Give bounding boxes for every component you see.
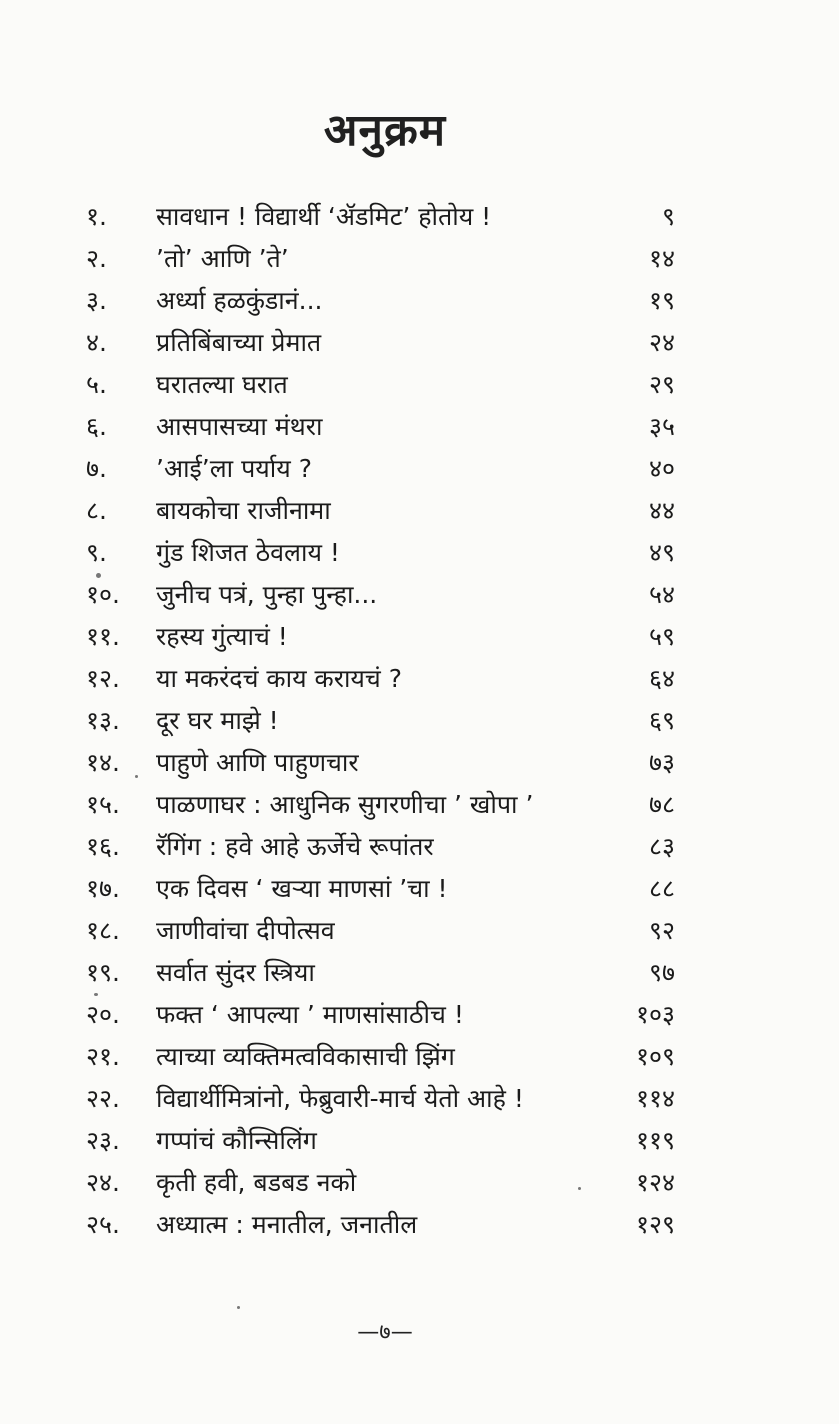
toc-page-number: ६४: [648, 664, 675, 693]
toc-row: [0, 910, 839, 952]
scan-speck: [578, 1187, 581, 1190]
toc-title: घरातल्या घरात: [156, 370, 288, 399]
toc-row: [0, 616, 839, 658]
toc-page-number: १२४: [635, 1168, 675, 1197]
toc-page-number: ९७: [648, 958, 675, 987]
toc-page-number: ४९: [648, 538, 675, 567]
toc-page-number: १२९: [635, 1210, 675, 1239]
toc-title: गप्पांचं कौन्सिलिंग: [156, 1126, 317, 1155]
toc-row: [0, 784, 839, 826]
toc-number: १०.: [86, 580, 120, 609]
toc-number: १७.: [86, 874, 120, 903]
toc-row: [0, 742, 839, 784]
toc-number: २५.: [86, 1210, 120, 1239]
toc-page-number: १०९: [635, 1042, 675, 1071]
toc-page-number: ३५: [648, 412, 675, 441]
toc-title: अर्ध्या हळकुंडानं...: [156, 286, 323, 315]
toc-title: सावधान ! विद्यार्थी ‘ॲडमिट’ होतोय !: [156, 202, 492, 231]
toc-row: [0, 994, 839, 1036]
toc-title: प्रतिबिंबाच्या प्रेमात: [156, 328, 322, 357]
toc-page-number: ११९: [635, 1126, 675, 1155]
toc-title: पाळणाघर : आधुनिक सुगरणीचा ’ खोपा ’: [156, 790, 534, 819]
toc-row: [0, 448, 839, 490]
scan-speck: [237, 1306, 240, 1309]
toc-title: एक दिवस ‘ खऱ्या माणसां ’चा !: [156, 874, 448, 903]
toc-page-number: ४४: [648, 496, 675, 525]
toc-number: २३.: [86, 1126, 120, 1155]
page-footer-number: —७—: [357, 1320, 413, 1345]
toc-row: [0, 238, 839, 280]
toc-row: [0, 574, 839, 616]
toc-page-number: ७८: [648, 790, 675, 819]
toc-page-number: ७३: [648, 748, 675, 777]
toc-row: [0, 658, 839, 700]
toc-row: [0, 868, 839, 910]
toc-number: १३.: [86, 706, 120, 735]
toc-title: या मकरंदचं काय करायचं ?: [156, 664, 403, 693]
toc-title: जाणीवांचा दीपोत्सव: [156, 916, 335, 945]
toc-number: ८.: [86, 496, 107, 525]
toc-number: २.: [86, 244, 107, 273]
toc-number: ७.: [86, 454, 107, 483]
toc-number: ११.: [86, 622, 120, 651]
toc-page-number: १९: [648, 286, 675, 315]
toc-title: बायकोचा राजीनामा: [156, 496, 331, 525]
toc-page-number: ११४: [635, 1084, 675, 1113]
toc-page-number: ६९: [648, 706, 675, 735]
toc-title: कृती हवी, बडबड नको: [156, 1168, 357, 1197]
toc-page-number: ४०: [648, 454, 675, 483]
toc-title: अध्यात्म : मनातील, जनातील: [156, 1210, 418, 1239]
toc-page-number: ९२: [648, 916, 675, 945]
toc-row: [0, 1204, 839, 1246]
toc-title: आसपासच्या मंथरा: [156, 412, 323, 441]
toc-number: ६.: [86, 412, 107, 441]
toc-title: जुनीच पत्रं, पुन्हा पुन्हा...: [156, 580, 378, 609]
toc-title: फक्त ‘ आपल्या ’ माणसांसाठीच !: [156, 1000, 464, 1029]
toc-title: गुंड शिजत ठेवलाय !: [156, 538, 340, 567]
toc-row: [0, 364, 839, 406]
scan-speck: [135, 775, 138, 778]
toc-row: [0, 1120, 839, 1162]
toc-page-number: ५४: [648, 580, 675, 609]
toc-row: [0, 532, 839, 574]
toc-page-number: ९: [661, 202, 675, 231]
toc-number: २२.: [86, 1084, 120, 1113]
scan-speck: [94, 993, 98, 996]
toc-page-number: १४: [648, 244, 675, 273]
toc-row: [0, 1036, 839, 1078]
toc-number: २०.: [86, 1000, 120, 1029]
toc-row: [0, 1162, 839, 1204]
toc-row: [0, 826, 839, 868]
toc-number: १९.: [86, 958, 120, 987]
toc-title: रॅगिंग : हवे आहे ऊर्जेचे रूपांतर: [156, 832, 434, 861]
toc-number: ३.: [86, 286, 107, 315]
toc-number: ४.: [86, 328, 107, 357]
toc-number: २१.: [86, 1042, 120, 1071]
toc-title: दूर घर माझे !: [156, 706, 279, 735]
toc-title: त्याच्या व्यक्तिमत्वविकासाची झिंग: [156, 1042, 455, 1071]
toc-number: १६.: [86, 832, 120, 861]
toc-number: १४.: [86, 748, 120, 777]
toc-title: ’तो’ आणि ’ते’: [156, 244, 289, 273]
toc-title: पाहुणे आणि पाहुणचार: [156, 748, 359, 777]
toc-page-number: ८८: [648, 874, 675, 903]
toc-number: २४.: [86, 1168, 120, 1197]
scan-speck: [96, 573, 101, 578]
toc-row: [0, 490, 839, 532]
toc-row: [0, 406, 839, 448]
toc-page-number: २४: [648, 328, 675, 357]
toc-page-number: ८३: [648, 832, 675, 861]
toc-number: १८.: [86, 916, 120, 945]
toc-title: सर्वात सुंदर स्त्रिया: [156, 958, 315, 987]
toc-number: ९.: [86, 538, 107, 567]
toc-row: [0, 1078, 839, 1120]
toc-number: १५.: [86, 790, 120, 819]
toc-title: विद्यार्थीमित्रांनो, फेब्रुवारी-मार्च येतो आहे !: [156, 1084, 524, 1113]
table-of-contents: [0, 196, 839, 1246]
toc-page-number: ५९: [648, 622, 675, 651]
toc-number: १२.: [86, 664, 120, 693]
page-title: अनुक्रम: [323, 105, 447, 156]
toc-title: रहस्य गुंत्याचं !: [156, 622, 288, 651]
toc-title: ’आई’ला पर्याय ?: [156, 454, 312, 483]
toc-row: [0, 952, 839, 994]
toc-row: [0, 196, 839, 238]
toc-row: [0, 280, 839, 322]
toc-row: [0, 700, 839, 742]
toc-page-number: २९: [648, 370, 675, 399]
toc-page-number: १०३: [635, 1000, 675, 1029]
toc-row: [0, 322, 839, 364]
toc-number: १.: [86, 202, 107, 231]
toc-number: ५.: [86, 370, 107, 399]
